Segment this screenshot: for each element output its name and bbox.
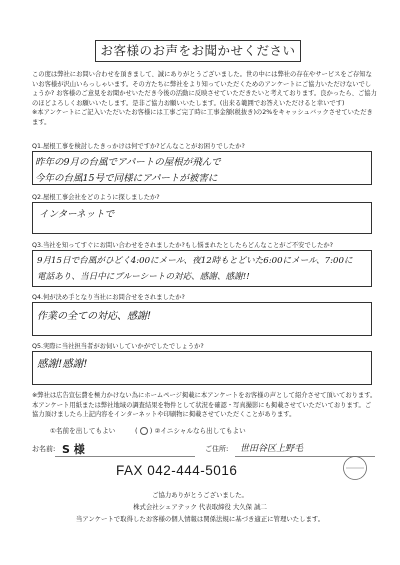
question-1-label: Q1.屋根工事を検討したきっかけは何ですか?どんなことがお困りでしたか? (32, 143, 245, 150)
answer-5-line-1: 感謝!感謝! (37, 358, 88, 370)
answer-box-2[interactable] (32, 202, 372, 234)
fax-number: FAX 042-444-5016 (116, 463, 238, 478)
intro-paragraph: この度は弊社にお問い合わせを頂きまして、誠にありがとうございました。世の中には弊社の存在やサービスをご存知ないお客様が沢山いらっしゃいます。その方たちに弊社をより知っていただくためのアンケートにご協力いただけないでしょうか? お客様のご意見をお聞かせいただき今後の活動に反映させていただきたいと考えております。良かったら、ご協力のほどよろしくお願いいたします。是非ご協力お願いいたします。(出来る範囲でお答えいただけると幸いです) (32, 71, 377, 107)
consent-initial-option[interactable] (135, 425, 246, 435)
intro-text (32, 70, 377, 127)
name-label: お名前: (32, 445, 56, 453)
answer-4-line-1: 作業の全ての対応、感謝! (37, 311, 152, 322)
answer-2-line-1: インターネットで (39, 209, 115, 220)
question-3-label: Q3.当社を知ってすぐにお問い合わせをされましたか?もし悩まれたとしたらどんなことがご不安でしたか? (32, 242, 334, 249)
cashback-note: ※本アンケートにご記入いただいたお客様には工事ご完了時に工事金額(税抜き)の2%をキャッシュバックさせていただきます。 (32, 109, 373, 126)
answer-1-line-1: 昨年の9月の台風でアパートの屋根が飛んで (35, 157, 221, 168)
address-value[interactable]: 世田谷区上野毛 (240, 444, 304, 454)
question-2-label: Q2.屋根工事会社をどのように探しましたか? (32, 194, 160, 201)
answer-3-line-1: 9月15日で台風がひどく4:00にメール、夜12時もとどいた6:00にメール、7:00に (37, 256, 353, 266)
consent-name-option[interactable]: ①名前を出してもよい (50, 427, 116, 435)
answer-1-line-2: 今年の台風15号で同様にアパートが被害に (35, 173, 218, 184)
received-stamp-icon (342, 455, 368, 481)
name-underline (55, 456, 195, 457)
consent-paren-open: ( (135, 427, 138, 435)
consent-initial-label: ②イニシャルなら出してもよい (154, 427, 246, 435)
question-5-label: Q5.実際に当社担当者がお伺いしていかがでしたでしょうか? (32, 343, 204, 350)
name-value[interactable]: S 様 (62, 443, 85, 456)
answer-3-line-2: 電話あり、当日中にブルーシートの対応、感謝、感謝!! (37, 272, 250, 282)
privacy-text: 当アンケートで取得したお客様の個人情報は関係法規に基づき適正に管理いたします。 (75, 515, 325, 523)
form-title: お客様のお声をお聞かせください (95, 40, 301, 62)
thanks-text: ご協力ありがとうございました。 (152, 491, 248, 499)
company-text: 株式会社シェアテック 代表取締役 大久保 誠二 (133, 503, 267, 511)
answer-box-5[interactable] (32, 351, 372, 385)
publication-notice: ※弊社は広告宣伝費を極力かけない為にホームページ掲載に本アンケートをお客様の声として紹介させて頂いております。本アンケート用紙または弊社地域の調査結果を物件として状況を確認・写真撮影にも掲載させていただいております。ご協力頂けましたら上記内容をインターネットや印刷物に掲載させていただくことがあります。 (32, 392, 377, 418)
consent-paren-close: ) (149, 427, 153, 435)
address-label: ご住所: (205, 445, 229, 453)
answer-box-3[interactable] (32, 250, 372, 287)
answer-box-1[interactable] (32, 151, 372, 185)
question-4-label: Q4.何が決め手となり当社にお問合せをされましたか? (32, 294, 185, 301)
answer-box-4[interactable] (32, 302, 372, 336)
selected-mark-icon (140, 427, 148, 435)
